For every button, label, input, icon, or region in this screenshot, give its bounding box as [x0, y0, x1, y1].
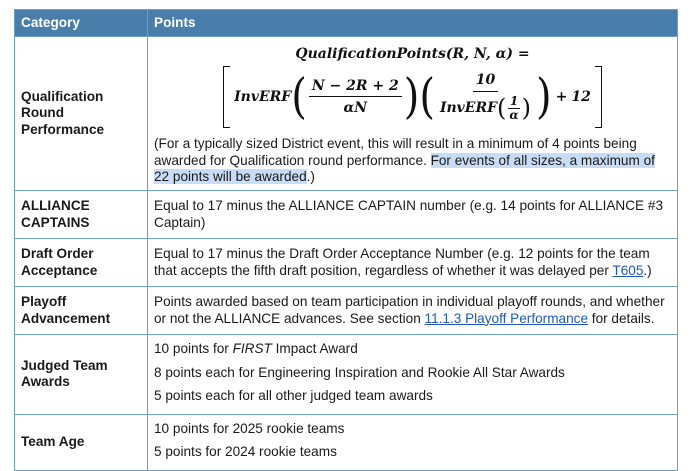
- formula-title: QualificationPoints(R, N, α) =: [295, 45, 530, 62]
- table-row-playoff: [15, 287, 678, 335]
- formula-inner-fraction: [507, 95, 520, 122]
- district-points-table: [14, 9, 678, 471]
- formula-plus: +: [555, 88, 568, 105]
- category-age: Team Age: [15, 414, 148, 470]
- column-header-points: Points: [148, 10, 678, 37]
- points-captains: Equal to 17 minus the ALLIANCE CAPTAIN number (e.g. 14 points for ALLIANCE #3 Captain): [148, 191, 678, 239]
- points-draft: [148, 239, 678, 287]
- draft-text-before: Equal to 17 minus the Draft Order Acceptance Number (e.g. 12 points for the team that accepts the fifth draft position, regardless of whether it was delayed per: [154, 246, 650, 278]
- judged-line1-prefix: 10 points for: [154, 341, 233, 356]
- category-qualification: Qualification Round Performance: [15, 37, 148, 191]
- playoff-text-after: for details.: [588, 310, 655, 326]
- formula-fraction-2: [437, 72, 534, 122]
- judged-line1-suffix: Impact Award: [271, 341, 358, 356]
- column-header-category: Category: [15, 10, 148, 37]
- category-captains: ALLIANCE CAPTAINS: [15, 191, 148, 239]
- table-row-judged: [15, 335, 678, 415]
- points-judged: [148, 335, 678, 415]
- formula-func2: InvERF: [439, 100, 498, 116]
- formula-inner-paren-open: (: [497, 94, 507, 123]
- formula-paren-close-2: ): [536, 69, 552, 125]
- points-age: [148, 414, 678, 470]
- formula-inner-numerator: 1: [509, 93, 519, 108]
- formula-denominator-1: αN: [343, 100, 368, 116]
- formula-constant: 12: [571, 88, 591, 105]
- qualification-note-highlight: For events of all sizes, a maximum of 22 points will be awarded: [154, 152, 655, 184]
- table-row-age: [15, 414, 678, 470]
- link-t605[interactable]: T605: [612, 262, 644, 278]
- points-table-container: [14, 9, 677, 471]
- category-judged: Judged Team Awards: [15, 335, 148, 415]
- draft-text-after: .): [643, 262, 652, 278]
- age-line-2024: 5 points for 2024 rookie teams: [154, 444, 337, 459]
- qualification-note-prefix: (For a typically sized District event, this will result in a minimum of 4 points being awarded for Qualification round performance.: [154, 136, 637, 168]
- points-qualification: [148, 37, 678, 191]
- formula-left-bracket: [223, 66, 230, 128]
- qualification-formula: [154, 46, 671, 129]
- formula-paren-close-1: ): [403, 69, 420, 125]
- formula-inner-denominator: α: [509, 107, 519, 122]
- judged-line-ei-ras: 8 points each for Engineering Inspiration and Rookie All Star Awards: [154, 364, 565, 380]
- formula-denominator-2: [437, 92, 534, 122]
- formula-numerator-2: 10: [473, 72, 498, 92]
- judged-line1-first: FIRST: [232, 341, 272, 356]
- table-row-qualification: [15, 37, 678, 191]
- formula-right-bracket: [595, 66, 602, 128]
- formula-func1: InvERF: [234, 88, 292, 105]
- judged-line-impact: [154, 341, 671, 358]
- qualification-note: [154, 136, 671, 186]
- formula-numerator-1: N − 2R + 2: [309, 78, 402, 98]
- formula-body: [154, 66, 671, 128]
- age-line-2025: 10 points for 2025 rookie teams: [154, 420, 345, 436]
- category-draft: Draft Order Acceptance: [15, 239, 148, 287]
- judged-line-other: 5 points each for all other judged team awards: [154, 388, 433, 403]
- formula-paren-open-1: (: [291, 69, 307, 125]
- points-playoff: [148, 287, 678, 335]
- qualification-note-suffix: .): [306, 169, 315, 184]
- table-header-row: [15, 10, 678, 37]
- link-playoff-performance[interactable]: 11.1.3 Playoff Performance: [424, 310, 589, 326]
- formula-inner-paren-close: ): [521, 94, 532, 123]
- table-row-draft: [15, 239, 678, 287]
- table-row-captains: [15, 191, 678, 239]
- category-playoff: Playoff Advancement: [15, 287, 148, 335]
- formula-fraction-1: [309, 78, 402, 117]
- formula-paren-open-2: (: [419, 69, 435, 125]
- playoff-text-before: Points awarded based on team participation in individual playoff rounds, and whether or not the ALLIANCE advances. See section: [154, 294, 665, 326]
